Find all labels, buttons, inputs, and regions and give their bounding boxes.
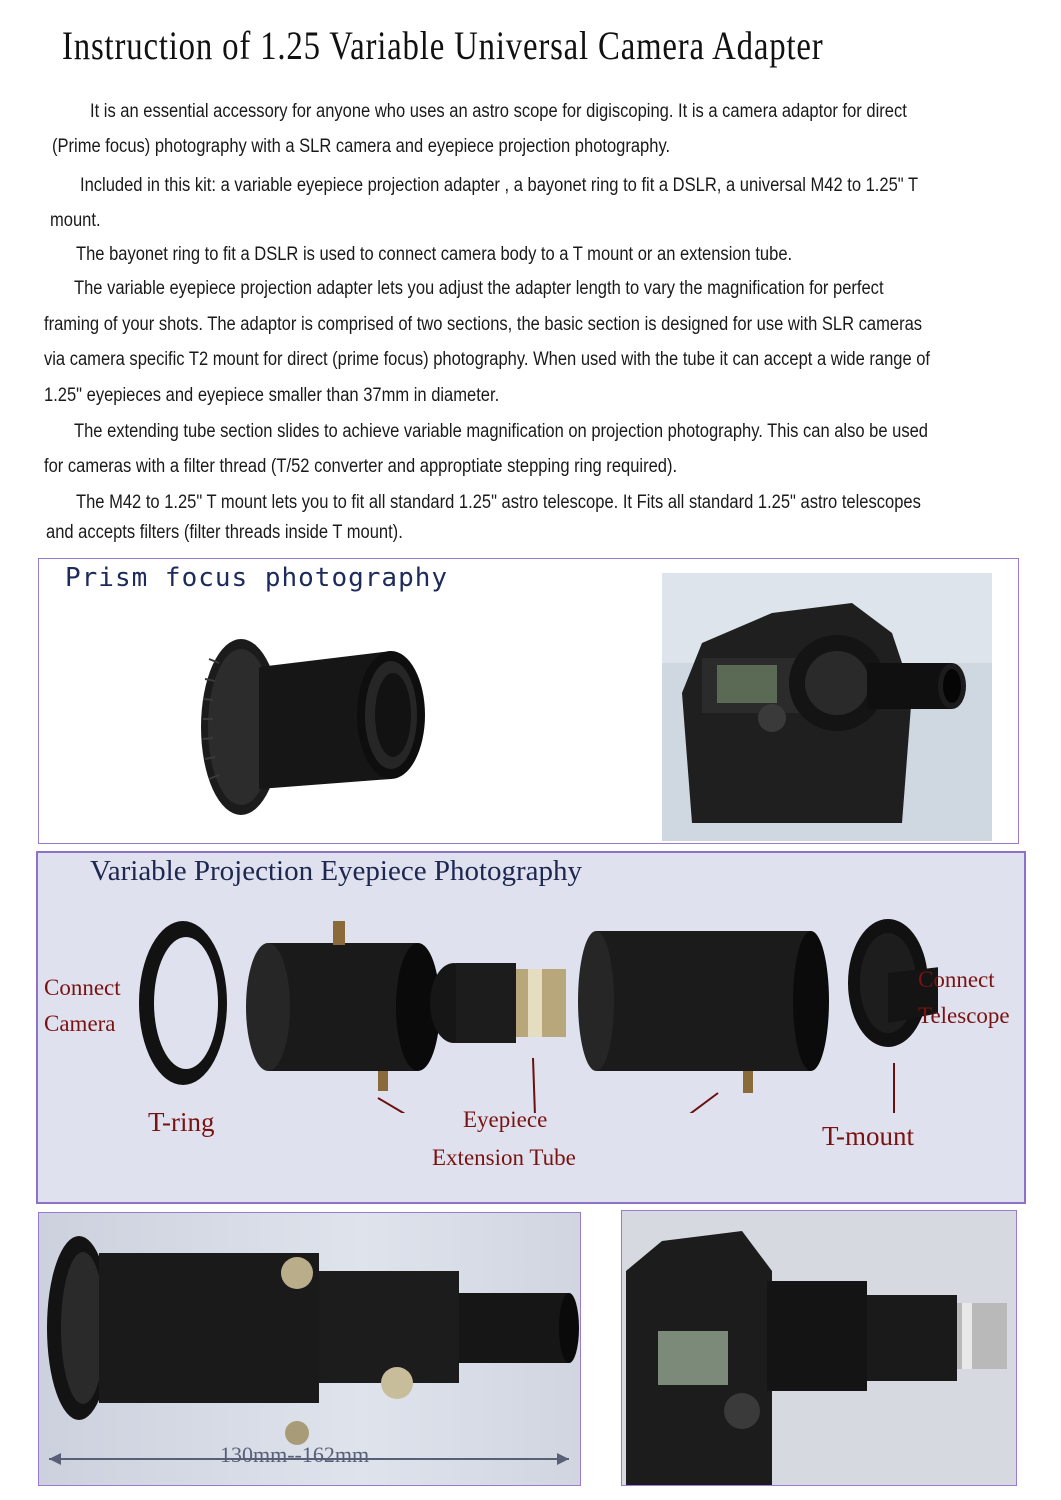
paragraph-1-line-1: It is an essential accessory for anyone who uses an astro scope for digiscoping. It is a camera adaptor for direct bbox=[90, 101, 907, 122]
paragraph-1-line-2: (Prime focus) photography with a SLR camera and eyepiece projection photography. bbox=[52, 136, 671, 157]
paragraph-5-line-1: The extending tube section slides to achieve variable magnification on projection photography. This can also be used bbox=[74, 421, 928, 442]
label-connect-telescope-2: Telescope bbox=[918, 1003, 1010, 1028]
projection-panel bbox=[36, 851, 1026, 1204]
page-title: Instruction of 1.25 Variable Universal Camera Adapter bbox=[62, 23, 824, 68]
paragraph-4-line-3: via camera specific T2 mount for direct (prime focus) photography. When used with the tube it can accept a wide range of bbox=[44, 349, 931, 370]
camera-with-extension-tube-photo bbox=[621, 1210, 1017, 1486]
label-connect-telescope-1: Connect bbox=[918, 967, 995, 992]
label-t-ring: T-ring bbox=[148, 1107, 215, 1137]
paragraph-4-line-4: 1.25" eyepieces and eyepiece smaller than 37mm in diameter. bbox=[44, 385, 500, 406]
camera-with-adapter-photo bbox=[662, 573, 992, 841]
dimension-label: 130mm--162mm bbox=[220, 1442, 370, 1467]
paragraph-4-line-1: The variable eyepiece projection adapter lets you adjust the adapter length to vary the magnification for perfect bbox=[74, 278, 884, 299]
paragraph-6-line-2: and accepts filters (filter threads inside T mount). bbox=[46, 522, 403, 543]
label-connect-camera-2: Camera bbox=[44, 1011, 116, 1036]
label-extension-tube: Extension Tube bbox=[432, 1145, 576, 1170]
label-eyepiece: Eyepiece bbox=[463, 1107, 548, 1132]
projection-parts-diagram bbox=[128, 913, 938, 1113]
paragraph-2-line-1: Included in this kit: a variable eyepiece projection adapter , a bayonet ring to fit a DSLR, a universal M42 to 1.25" T bbox=[80, 175, 919, 196]
paragraph-2-line-2: mount. bbox=[50, 210, 101, 231]
paragraph-5-line-2: for cameras with a filter thread (T/52 converter and approptiate stepping ring required). bbox=[44, 456, 678, 477]
label-connect-camera-1: Connect bbox=[44, 975, 121, 1000]
projection-title: Variable Projection Eyepiece Photography bbox=[90, 855, 583, 887]
paragraph-3-line-1: The bayonet ring to fit a DSLR is used to connect camera body to a T mount or an extension tube. bbox=[76, 244, 793, 265]
label-t-mount: T-mount bbox=[822, 1121, 915, 1151]
paragraph-4-line-2: framing of your shots. The adaptor is comprised of two sections, the basic section is designed for use with SLR cameras bbox=[44, 314, 923, 335]
paragraph-6-line-1: The M42 to 1.25" T mount lets you to fit all standard 1.25" astro telescope. It Fits all standard 1.25" astro telescopes bbox=[76, 492, 921, 513]
prime-focus-panel bbox=[38, 558, 1019, 844]
prime-focus-title: Prism focus photography bbox=[65, 563, 449, 593]
t-mount-adapter-image bbox=[179, 619, 459, 839]
